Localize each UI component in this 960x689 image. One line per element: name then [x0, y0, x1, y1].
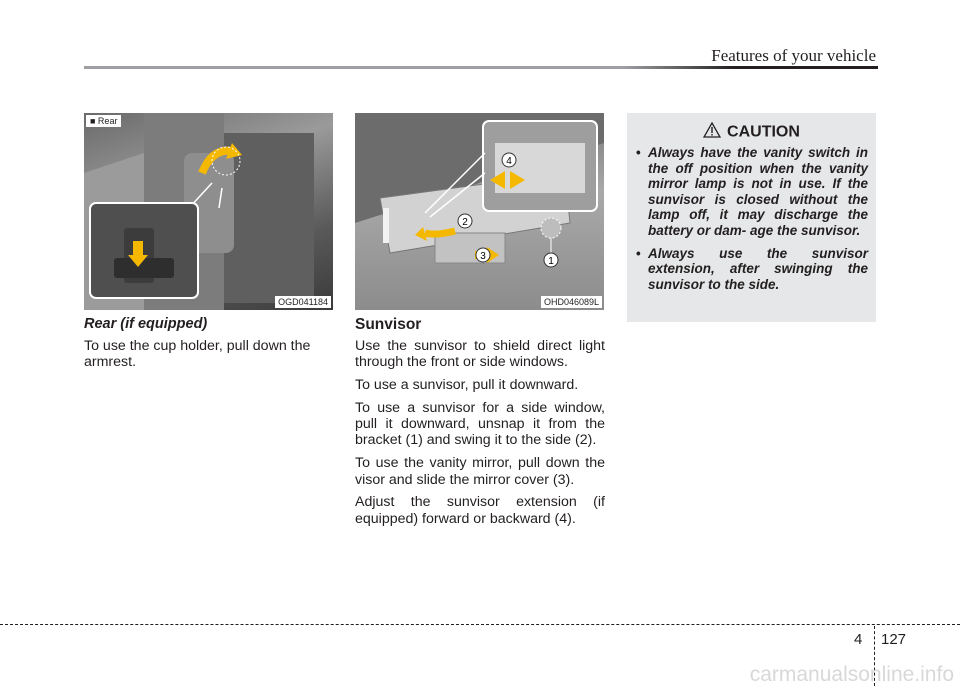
rear-seat-illustration: [84, 113, 333, 310]
callout-3: [476, 248, 490, 262]
callout-4: [502, 153, 516, 167]
sunvisor-illustration: [355, 113, 604, 310]
caution-heading: [627, 122, 876, 143]
watermark[interactable]: carmanualsonline.info: [749, 663, 954, 686]
sunvisor-paragraph: Adjust the sunvisor extension (if equipped) forward or backward (4).: [355, 494, 605, 527]
svg-text:4: 4: [506, 156, 512, 167]
chapter-number: 4: [854, 631, 863, 648]
header-rule: [84, 66, 878, 69]
caution-item: • Always use the sunvisor extension, after swinging the sunvisor to the side.: [636, 246, 868, 293]
footer-rule: [0, 624, 960, 625]
figure-tag-rear: ■ Rear: [86, 115, 121, 127]
sunvisor-heading: Sunvisor: [355, 316, 422, 333]
figure-code-rear: OGD041184: [275, 296, 331, 308]
caution-title: CAUTION: [727, 123, 800, 141]
figure-code-sunvisor: OHD046089L: [541, 296, 602, 308]
sunvisor-figure: [355, 113, 604, 310]
sunvisor-paragraph: To use the vanity mirror, pull down the visor and slide the mirror cover (3).: [355, 455, 605, 488]
sunvisor-paragraph: To use a sunvisor for a side window, pull it downward, unsnap it from the bracket (1) and swing it to the side (2).: [355, 399, 605, 449]
rear-body-text: To use the cup holder, pull down the armrest.: [84, 338, 311, 371]
svg-text:1: 1: [548, 256, 554, 267]
callout-2: [458, 214, 472, 228]
svg-text:3: 3: [480, 251, 486, 262]
page-number: 127: [881, 631, 907, 648]
warning-triangle-icon: [703, 122, 721, 143]
mirror-cover: [435, 233, 505, 263]
sunvisor-paragraph: Use the sunvisor to shield direct light through the front or side windows.: [355, 338, 605, 371]
running-header: Features of your vehicle: [711, 46, 876, 65]
sunvisor-body: [355, 338, 605, 533]
sunvisor-paragraph: To use a sunvisor, pull it downward.: [355, 377, 579, 394]
caution-list: [636, 145, 868, 299]
rear-heading: Rear (if equipped): [84, 316, 208, 332]
bracket: [541, 218, 561, 238]
callout-1: [544, 253, 558, 267]
svg-text:2: 2: [462, 217, 468, 228]
rear-armrest-figure: [84, 113, 333, 310]
caution-item: • Always have the vanity switch in the off position when the vanity mirror lamp is not in use. If the sunvisor is closed without the lamp off, it may discharge the battery or dam- age the sunvisor.: [636, 145, 868, 239]
caution-box: [627, 113, 876, 322]
